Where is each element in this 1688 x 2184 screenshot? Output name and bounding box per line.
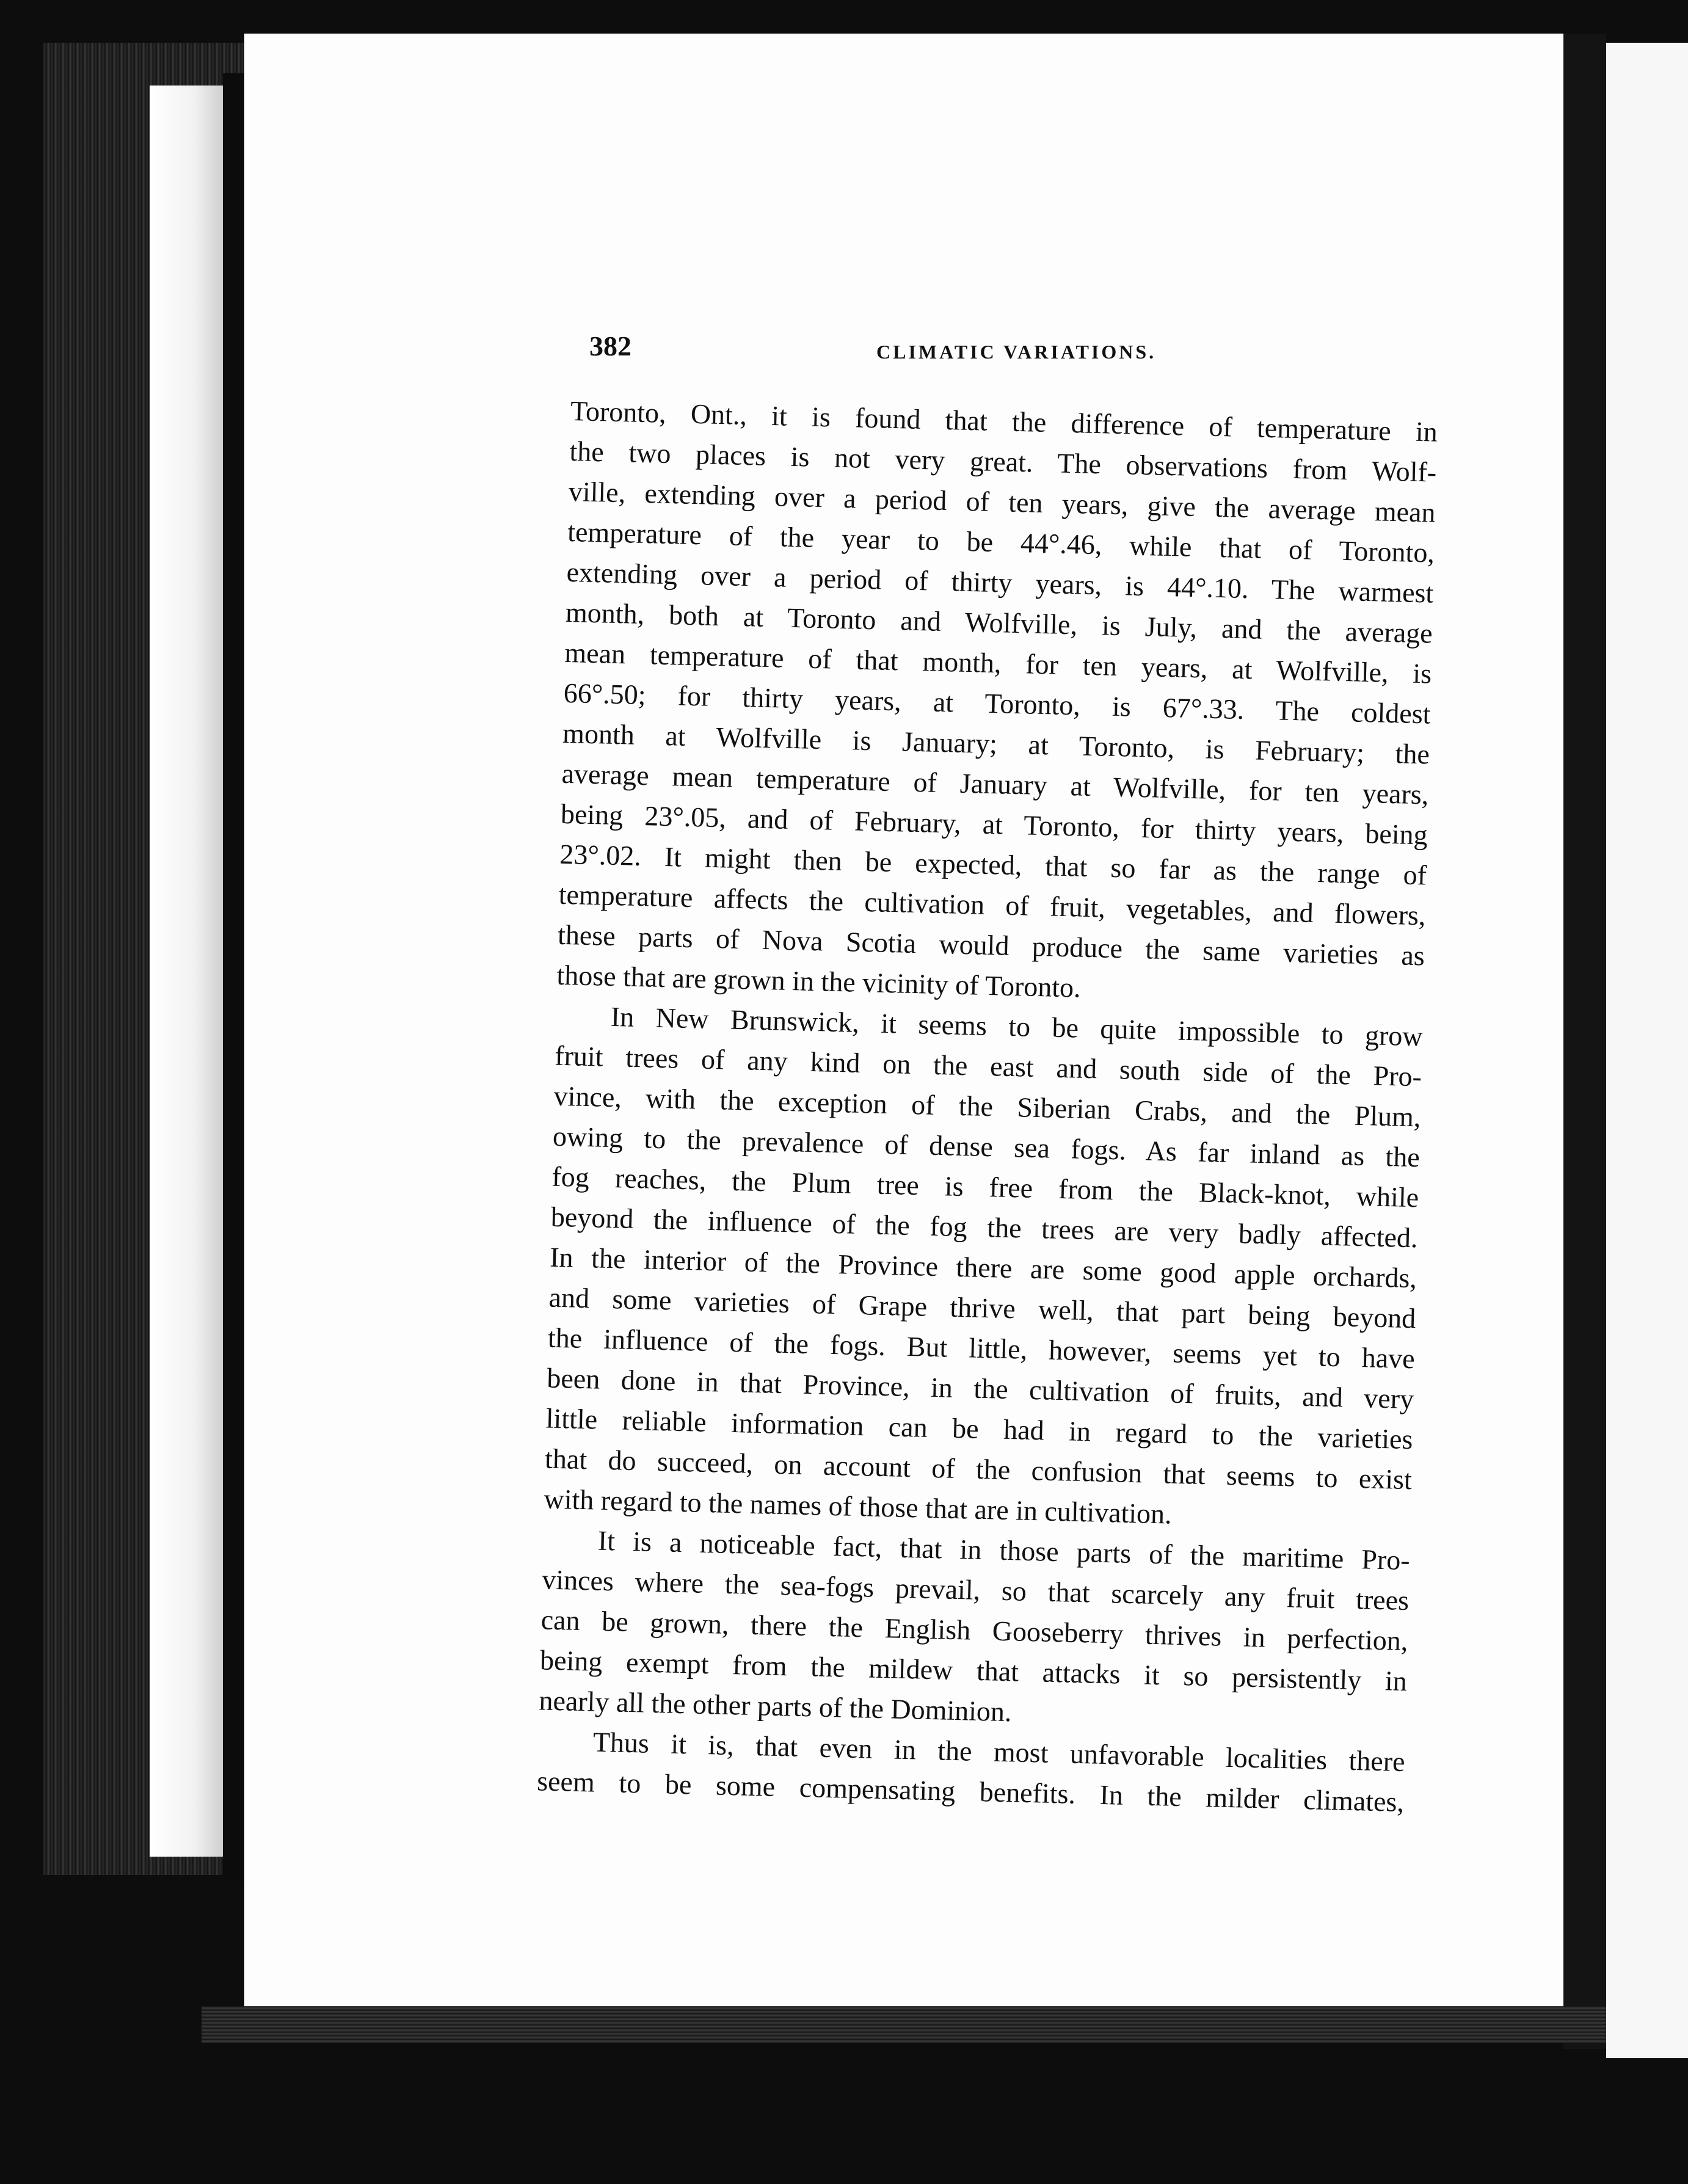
page-number: 382 [589, 330, 631, 362]
text-line: temperature of the year to be 44°.46, while that of Toronto, [567, 515, 1435, 569]
text-line: being 23°.05, and of February, at Toronto, for thirty years, being [560, 798, 1428, 851]
text-line: nearly all the other parts of the Dominion. [538, 1684, 1013, 1728]
text-line: and some varieties of Grape thrive well, that part being beyond [548, 1281, 1416, 1334]
text-line: 66°.50; for thirty years, at Toronto, is 67°.33. The coldest [563, 677, 1432, 730]
text-line: vinces where the sea-fogs prevail, so that scarcely any fruit trees [541, 1563, 1410, 1617]
text-line: In New Brunswick, it seems to be quite impossible to grow [610, 1000, 1424, 1052]
text-line: mean temperature of that month, for ten years, at Wolfville, is [564, 636, 1432, 690]
page-header [589, 330, 1457, 373]
text-line: 23°.02. It might then be expected, that so far as the range of [559, 838, 1427, 891]
text-line: Thus it is, that even in the most unfavorable localities there [592, 1726, 1406, 1778]
text-line: being exempt from the mildew that attacks it so persistently in [539, 1644, 1408, 1697]
text-line: with regard to the names of those that are in cultivation. [544, 1483, 1173, 1530]
text-line: can be grown, there the English Gooseberry thrives in perfection, [540, 1604, 1409, 1657]
text-line: the two places is not very great. The observations from Wolf- [569, 435, 1437, 488]
text-line: been done in that Province, in the cultivation of fruits, and very [546, 1362, 1414, 1415]
text-line: temperature affects the cultivation of fruit, vegetables, and flowers, [558, 878, 1427, 931]
text-line: these parts of Nova Scotia would produce the same varieties as [557, 919, 1425, 972]
text-line: beyond the influence of the fog the trees are very badly affected. [550, 1201, 1419, 1254]
text-line: vince, with the exception of the Siberian Crabs, and the Plum, [553, 1080, 1421, 1133]
text-line: fog reaches, the Plum tree is free from the Black-knot, while [551, 1160, 1419, 1214]
text-line: those that are grown in the vicinity of Toronto. [556, 959, 1082, 1003]
text-line: month at Wolfville is January; at Toronto, is February; the [562, 717, 1430, 770]
text-line: that do succeed, on account of the confusion that seems to exist [544, 1443, 1413, 1496]
paragraph-3 [539, 1519, 1411, 1742]
body-text [537, 391, 1438, 1822]
bottom-page-edges [202, 2006, 1606, 2043]
paragraph-1 [556, 391, 1438, 1016]
text-line: owing to the prevalence of dense sea fogs. As far inland as the [552, 1120, 1421, 1173]
text-line: average mean temperature of January at Wolfville, for ten years, [561, 757, 1429, 810]
text-line: extending over a period of thirty years, is 44°.10. The warmest [566, 556, 1434, 609]
facing-page-edge [1606, 43, 1688, 2058]
text-line: fruit trees of any kind on the east and south side of the Pro- [554, 1039, 1422, 1093]
text-line: It is a noticeable fact, that in those parts of the maritime Pro- [597, 1524, 1411, 1576]
text-line: the influence of the fogs. But little, however, seems yet to have [547, 1322, 1416, 1375]
gutter-shadow [1563, 34, 1606, 2049]
text-line: little reliable information can be had in regard to the varieties [545, 1402, 1414, 1455]
running-head: CLIMATIC VARIATIONS. [876, 341, 1157, 363]
text-line: Toronto, Ont., it is found that the difference of temperature in [570, 395, 1438, 448]
paragraph-2 [544, 996, 1424, 1540]
page-edge-strip [150, 86, 223, 1857]
text-line: seem to be some compensating benefits. In the milder climates, [536, 1765, 1405, 1818]
text-line: In the interior of the Province there are some good apple orchards, [549, 1241, 1417, 1294]
text-line: ville, extending over a period of ten years, give the average mean [568, 475, 1436, 528]
text-line: month, both at Toronto and Wolfville, is July, and the average [565, 596, 1433, 649]
